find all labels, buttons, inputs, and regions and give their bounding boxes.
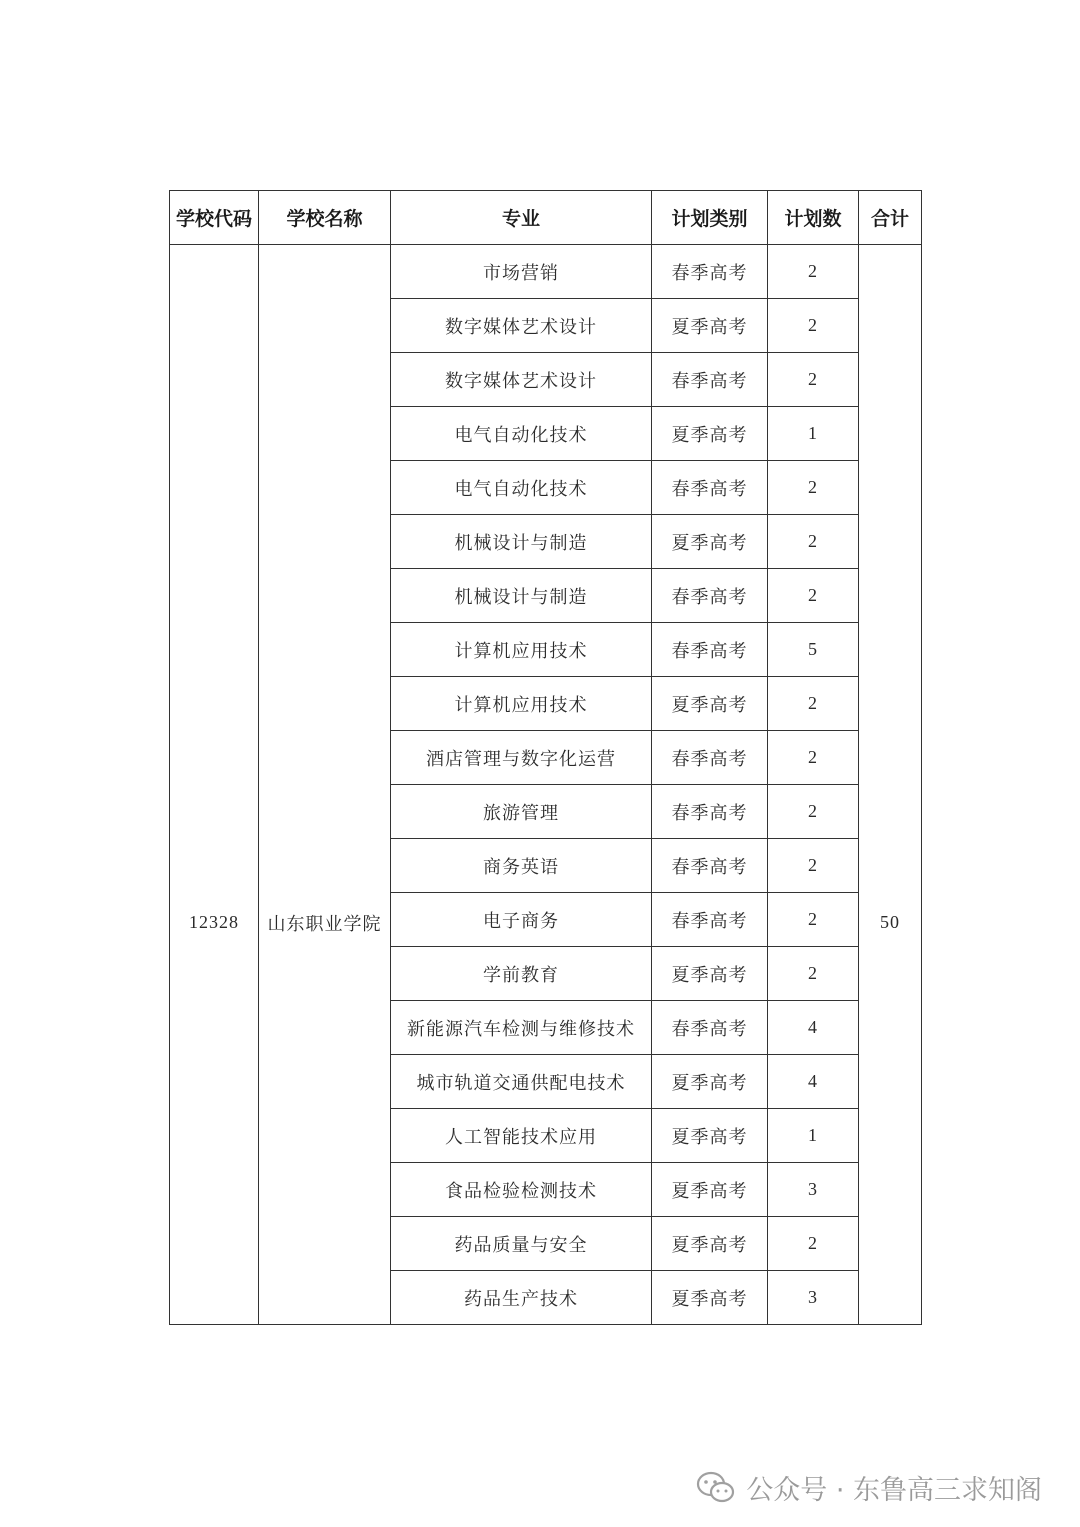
cell-plan-count: 3	[768, 1271, 859, 1325]
cell-major: 旅游管理	[391, 785, 652, 839]
cell-school-name: 山东职业学院	[259, 245, 391, 1325]
cell-plan-count: 5	[768, 623, 859, 677]
cell-plan-category: 夏季高考	[652, 407, 768, 461]
cell-plan-count: 2	[768, 299, 859, 353]
header-school-code: 学校代码	[170, 191, 259, 245]
cell-major: 酒店管理与数字化运营	[391, 731, 652, 785]
cell-major: 机械设计与制造	[391, 569, 652, 623]
cell-plan-category: 春季高考	[652, 353, 768, 407]
cell-major: 数字媒体艺术设计	[391, 353, 652, 407]
cell-plan-category: 春季高考	[652, 623, 768, 677]
cell-plan-count: 2	[768, 893, 859, 947]
cell-plan-category: 春季高考	[652, 839, 768, 893]
cell-plan-category: 夏季高考	[652, 299, 768, 353]
cell-major: 电气自动化技术	[391, 407, 652, 461]
cell-plan-count: 2	[768, 515, 859, 569]
header-major: 专业	[391, 191, 652, 245]
cell-major: 城市轨道交通供配电技术	[391, 1055, 652, 1109]
cell-major: 学前教育	[391, 947, 652, 1001]
header-plan-category: 计划类别	[652, 191, 768, 245]
header-total: 合计	[859, 191, 922, 245]
cell-plan-count: 2	[768, 245, 859, 299]
cell-plan-category: 春季高考	[652, 461, 768, 515]
cell-total: 50	[859, 245, 922, 1325]
cell-major: 商务英语	[391, 839, 652, 893]
cell-plan-category: 夏季高考	[652, 1109, 768, 1163]
cell-major: 药品质量与安全	[391, 1217, 652, 1271]
table-row	[170, 245, 922, 299]
watermark-text: 公众号 · 东鲁高三求知阁	[746, 1475, 1042, 1506]
cell-plan-category: 春季高考	[652, 245, 768, 299]
cell-plan-count: 2	[768, 1217, 859, 1271]
table-header-row	[170, 191, 922, 245]
cell-major: 计算机应用技术	[391, 623, 652, 677]
header-school-name: 学校名称	[259, 191, 391, 245]
cell-major: 电气自动化技术	[391, 461, 652, 515]
cell-major: 计算机应用技术	[391, 677, 652, 731]
cell-plan-category: 夏季高考	[652, 947, 768, 1001]
cell-plan-category: 春季高考	[652, 569, 768, 623]
cell-plan-category: 春季高考	[652, 731, 768, 785]
enrollment-plan-table	[169, 190, 922, 1325]
cell-major: 数字媒体艺术设计	[391, 299, 652, 353]
cell-plan-count: 1	[768, 407, 859, 461]
cell-plan-count: 2	[768, 461, 859, 515]
cell-major: 机械设计与制造	[391, 515, 652, 569]
cell-school-code: 12328	[170, 245, 259, 1325]
cell-plan-count: 2	[768, 353, 859, 407]
cell-plan-count: 2	[768, 839, 859, 893]
cell-plan-count: 4	[768, 1001, 859, 1055]
table-body	[170, 245, 922, 1325]
cell-major: 市场营销	[391, 245, 652, 299]
cell-plan-count: 1	[768, 1109, 859, 1163]
header-plan-count: 计划数	[768, 191, 859, 245]
cell-plan-category: 夏季高考	[652, 1217, 768, 1271]
cell-plan-category: 夏季高考	[652, 515, 768, 569]
cell-plan-category: 夏季高考	[652, 1271, 768, 1325]
cell-plan-count: 2	[768, 947, 859, 1001]
watermark	[696, 1468, 1042, 1507]
cell-plan-count: 2	[768, 731, 859, 785]
cell-plan-category: 春季高考	[652, 1001, 768, 1055]
cell-plan-count: 3	[768, 1163, 859, 1217]
cell-plan-category: 夏季高考	[652, 1163, 768, 1217]
cell-major: 新能源汽车检测与维修技术	[391, 1001, 652, 1055]
cell-plan-count: 2	[768, 785, 859, 839]
cell-major: 药品生产技术	[391, 1271, 652, 1325]
cell-plan-category: 春季高考	[652, 893, 768, 947]
cell-plan-category: 夏季高考	[652, 677, 768, 731]
cell-plan-count: 4	[768, 1055, 859, 1109]
cell-major: 食品检验检测技术	[391, 1163, 652, 1217]
cell-major: 人工智能技术应用	[391, 1109, 652, 1163]
cell-major: 电子商务	[391, 893, 652, 947]
cell-plan-count: 2	[768, 677, 859, 731]
cell-plan-category: 夏季高考	[652, 1055, 768, 1109]
cell-plan-category: 春季高考	[652, 785, 768, 839]
cell-plan-count: 2	[768, 569, 859, 623]
wechat-icon	[696, 1471, 736, 1505]
